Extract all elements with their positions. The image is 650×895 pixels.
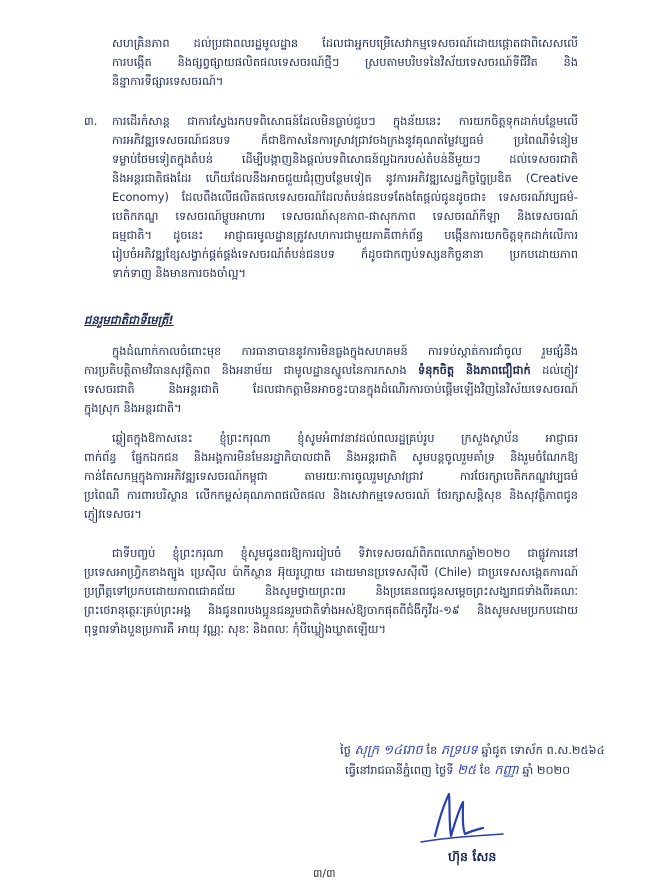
paragraph-appeal — [84, 429, 578, 524]
text-line: ធម្មជាតិ។ ដូចនេះ អាជ្ញាធរមូលដ្ឋានត្រូវសហការជាមួយភាគីពាក់ព័ន្ធ បង្កើនការយកចិត្តទុកដាក់លើការ — [112, 228, 578, 242]
text-line: បេតិកភណ្ឌ ទេសចរណ៍ម្ហូបអាហារ ទេសចរណ៍សុខភាព-ផាសុកភាព ទេសចរណ៍កីឡា និងទេសចរណ៍ — [112, 209, 578, 223]
page-number: ៣/៣ — [313, 867, 336, 880]
text-line: ការអភិវឌ្ឍទេសចរណ៍ជនបទ ក៏ជាឱកាសនៃការស្រាវជ្រាវចងក្រងនូវគុណតម្លៃវប្បធម៌ ប្រពៃណីទំនៀម — [112, 133, 578, 147]
handwritten-month: កញ្ញា — [494, 763, 519, 778]
paragraph-closing — [84, 544, 578, 639]
handwritten-month: ភទ្របទ — [440, 743, 478, 758]
text-line: ការដើរកំសាន្ត ជាការស្វែងរកបទពិសោធន៍ដែលមិនធ្លាប់ជួបៗ ក្នុងន័យនេះ ការយកចិត្តទុកដាក់បន្ថែមលើ — [112, 114, 578, 128]
section-heading: ជនរួមជាតិជាទីមេត្រី! — [84, 313, 174, 327]
text-line: ទម្លាប់ថែមទៀតក្នុងតំបន់ ដើម្បីបង្កាញនិងផ្តល់បទពិសោធន៍ល្អឯករបស់តំបន់នីមួយៗ ដល់ទេសចរជាតិ — [112, 152, 578, 166]
date-prefix: ថ្ងៃ — [340, 743, 351, 757]
bold-phrase: ទំនុកចិត្ត និងភាពជឿជាក់ — [417, 363, 531, 377]
text-segment: ការប្រតិបត្តិតាមវិធានសុវត្ថិភាព និងអនាម័យ ជាមូលដ្ឋានស្នូលនៃការកសាង — [84, 363, 407, 377]
solar-date-line — [345, 761, 570, 780]
lunar-date-line — [340, 741, 605, 760]
signer-name: ហ៊ុន សែន — [448, 849, 497, 864]
text-line: ប្រទេសអាហ្វ្រិកខាងត្បូង ប្រេស៊ីល ប៉ាកីស្ថាន អ៊ុយរូហ្គាយ ដោយមានប្រទេសស៊ីលី (Chile) ជាប្រទេសសង្កេតការណ៍ — [84, 565, 578, 579]
handwritten-day: សុក្រ ១៤រោច — [354, 743, 423, 758]
text-segment: ដល់ភ្ញៀវ — [542, 363, 578, 377]
text-line: ប្រព្រឹត្តទៅប្រកបដោយភាពជោគជ័យ និងសូមថ្វាយព្រះពរ និងប្រគេនពរជូនសម្តេចព្រះសង្ឃរាជទាំងពីរគណៈ — [84, 584, 578, 598]
text-line: ឆ្លៀតក្នុងឱកាសនេះ ខ្ញុំព្រះករុណា ខ្ញុំសូមអំពាវនាវដល់ពលរដ្ឋគ្រប់រូប ក្រសួងស្ថាប័ន អាជ្ញាធរ — [112, 431, 578, 445]
text-line: ភ្ញៀវទេសចរ។ — [84, 507, 142, 521]
text-line — [84, 361, 578, 380]
item-number: ៣. — [84, 114, 98, 128]
text-line: ព្រះថេរានុត្ថេរៈគ្រប់ព្រះអង្គ និងជូនពរបងប្អូនជនរួមជាតិទាំងអស់ឱ្យចាកផុតពីជំងឺកូវីដ-១៩ និងសូមសមប្រកបដោយ — [84, 603, 578, 617]
text-line: ពាក់ព័ន្ធ ផ្នែកឯកជន និងអង្គការមិនមែនរដ្ឋាភិបាលជាតិ និងអន្តរជាតិ សូមបន្តចូលរួមគាំទ្រ និងរួមចំណែកឱ្យ — [84, 450, 578, 464]
text-line: រៀបចំអភិវឌ្ឍខ្សែសង្វាក់ផ្គត់ផ្គង់ទេសចរណ៍តំបន់ជនបទ ក៏ដូចជាកញ្ចប់ទស្សនកិច្ចនានា ប្រកបដោយភាព — [112, 247, 578, 261]
date-suffix: ឆ្នាំ ២០២០ — [522, 763, 571, 777]
text-line: ក្នុងស្រុក និងអន្តរជាតិ។ — [84, 401, 182, 415]
text-line: និងអន្តរជាតិផងដែរ ហើយដែលនឹងអាចជួយជំរុញបន្ថែមទៀត នូវការអភិវឌ្ឍសេដ្ឋកិច្ចច្នៃប្រឌិត (Creative — [112, 171, 578, 185]
text-line: Economy) ដែលពឹងលើផលិតផលទេសចរណ៍ដែលតំបន់ជនបទតែងតែផ្តល់ជូនដូចជា៖ ទេសចរណ៍វប្បធម៌- — [112, 190, 578, 204]
paragraph-item-3 — [112, 112, 578, 283]
paragraph-continuation — [112, 34, 578, 91]
text-line: ការបង្កើត និងផ្សព្វផ្សាយផលិតផលទេសចរណ៍ថ្មីៗ ស្របតាមបរិបទនៃវិស័យទេសចរណ៍ទីជីវិត និង — [112, 55, 578, 69]
date-mid: ខែ — [426, 743, 438, 757]
text-line: ទេសចរជាតិ និងអន្តរជាតិ ដែលជាកត្តាមិនអាចខ្វះបានក្នុងដំណើរការចាប់ផ្តើមឡើងវិញនៃវិស័យទេសចរណ៍ — [84, 382, 578, 396]
text-line: សហគ្រិនភាព ដល់ប្រជាពលរដ្ឋមូលដ្ឋាន ដែលជាអ្នកបម្រើសេវាកម្មទេសចរណ៍ដោយផ្តោតជាពិសេសលើ — [112, 36, 578, 50]
text-line: និន្នាការទីផ្សារទេសចរណ៍។ — [112, 74, 224, 88]
text-line: ទាក់ទាញ និងមានការចងចាំល្អ។ — [112, 266, 247, 280]
text-line: កាន់តែសកម្មក្នុងការអភិវឌ្ឍទេសចរណ៍កម្ពុជា តាមរយៈការចូលរួមស្រាវជ្រាវ ការថែរក្សាបេតិកភណ្ឌវប្បធម៌ — [84, 469, 578, 483]
text-line: ពុទ្ធពរទាំងបួនប្រការគឺ អាយុ វណ្ណៈ សុខៈ និងពលៈ កុំបីឃ្លៀងឃ្លាតឡើយ។ — [84, 622, 387, 636]
handwritten-day: ២៥ — [457, 763, 477, 778]
text-line: ក្នុងដំណាក់កាលចំពោះមុខ ការធានាបាននូវការមិនធ្លងក្នុងសហគមន៍ ការទប់ស្កាត់ការជាំចូល រួមផ្សំនឹង — [112, 344, 578, 358]
date-suffix: ឆ្នាំជូត ទោស័ក ព.ស.២៥៦៤ — [481, 743, 605, 757]
signature-mark — [413, 784, 509, 854]
date-prefix: ធ្វើនៅរាជធានីភ្នំពេញ ថ្ងៃទី — [345, 763, 454, 777]
text-line: ជាទីបញ្ចប់ ខ្ញុំព្រះករុណា ខ្ញុំសូមជូនពរឱ្យការរៀបចំ ទិវាទេសចរណ៍ពិភពលោកឆ្នាំ២០២០ ជាផ្លូវការនៅ — [112, 546, 578, 560]
paragraph-safety — [84, 342, 578, 418]
date-mid: ខែ — [479, 763, 491, 777]
text-line: ប្រពៃណី ការពារបរិស្ថាន លើកកម្ពស់គុណភាពផលិតផល និងសេវាកម្មទេសចរណ៍ ថែរក្សាសន្តិសុខ និងសុវត្ថិភាពជូន — [84, 488, 578, 502]
